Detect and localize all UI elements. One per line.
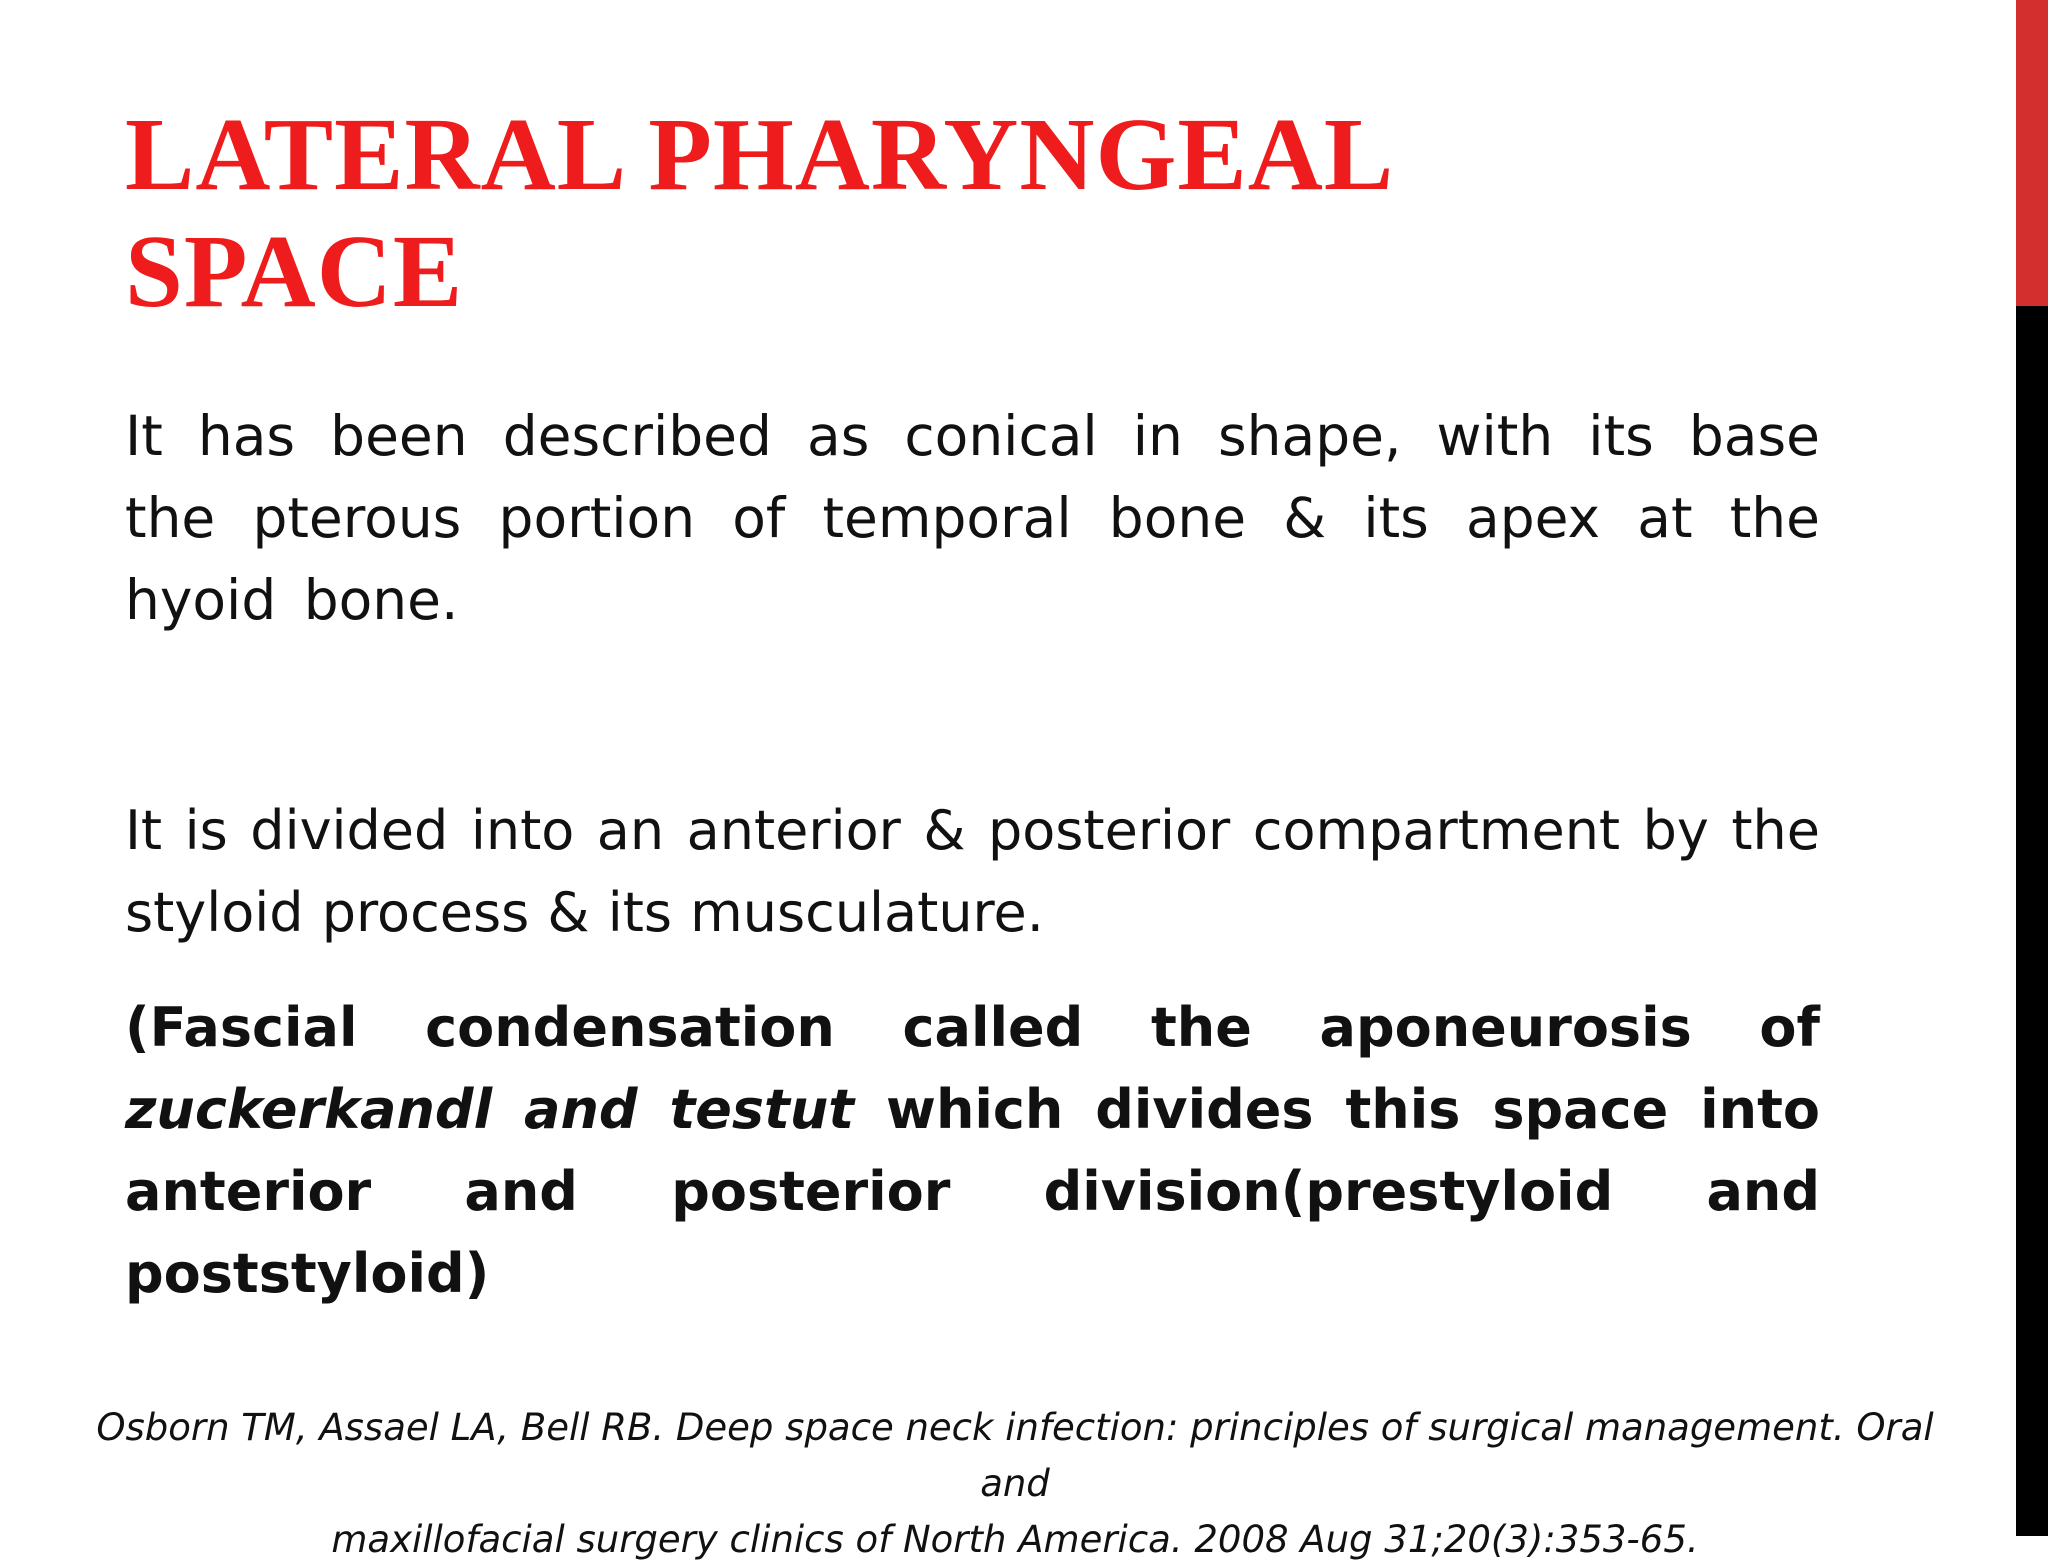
paragraph-shape-description: It has been described as conical in shape, with its base the pterous portion of temporal bone & its apex at the hyoid bone. xyxy=(125,404,1820,632)
fascial-text-italic-names: zuckerkandl and testut xyxy=(125,1078,855,1141)
paragraph-compartments: It is divided into an anterior & posterior compartment by the styloid process & its musculature. xyxy=(125,799,1820,944)
fascial-text-part-1: (Fascial condensation called the aponeurosis of xyxy=(125,996,1820,1059)
fascial-text-part-2: which divides this space into anterior and posterior division(prestyloid and poststyloid) xyxy=(125,1078,1820,1305)
slide-title-line-1: LATERAL PHARYNGEAL xyxy=(125,97,1395,212)
citation-line-2: maxillofacial surgery clinics of North America. 2008 Aug 31;20(3):353-65. xyxy=(331,1518,1699,1561)
accent-bar-black xyxy=(2016,306,2048,1536)
accent-bar-red xyxy=(2016,0,2048,306)
slide-title xyxy=(125,96,1425,330)
paragraph-fascial-condensation xyxy=(125,987,1820,1315)
citation xyxy=(60,1400,1970,1568)
slide-title-line-2: SPACE xyxy=(125,214,464,329)
citation-line-1: Osborn TM, Assael LA, Bell RB. Deep space neck infection: principles of surgical management. Oral and xyxy=(96,1406,1934,1505)
